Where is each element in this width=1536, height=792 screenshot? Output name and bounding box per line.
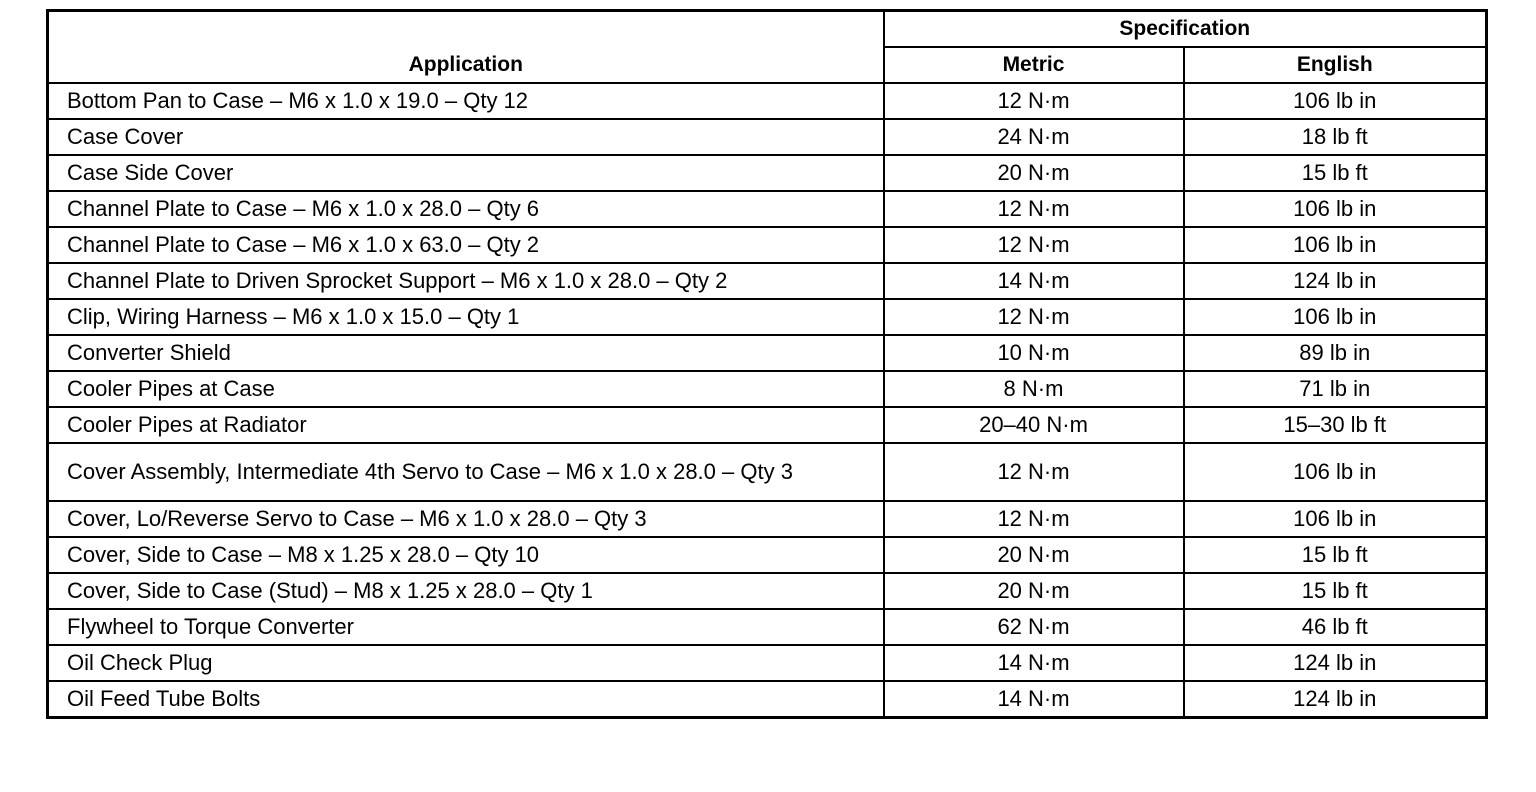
english-cell: 15 lb ft xyxy=(1184,537,1487,573)
metric-cell: 12 N·m xyxy=(884,83,1184,119)
table-row xyxy=(48,335,1487,371)
metric-cell: 20 N·m xyxy=(884,573,1184,609)
english-cell: 124 lb in xyxy=(1184,645,1487,681)
table-row xyxy=(48,609,1487,645)
english-cell: 124 lb in xyxy=(1184,263,1487,299)
application-cell: Cover Assembly, Intermediate 4th Servo to Case – M6 x 1.0 x 28.0 – Qty 3 xyxy=(48,443,884,501)
english-cell: 106 lb in xyxy=(1184,501,1487,537)
table-row xyxy=(48,299,1487,335)
application-cell: Cover, Side to Case – M8 x 1.25 x 28.0 – Qty 10 xyxy=(48,537,884,573)
table-row xyxy=(48,227,1487,263)
application-cell: Cooler Pipes at Radiator xyxy=(48,407,884,443)
table-row xyxy=(48,119,1487,155)
application-cell: Cover, Side to Case (Stud) – M8 x 1.25 x 28.0 – Qty 1 xyxy=(48,573,884,609)
application-cell: Cooler Pipes at Case xyxy=(48,371,884,407)
metric-cell: 20 N·m xyxy=(884,537,1184,573)
english-cell: 15 lb ft xyxy=(1184,155,1487,191)
metric-cell: 62 N·m xyxy=(884,609,1184,645)
application-cell: Channel Plate to Case – M6 x 1.0 x 63.0 – Qty 2 xyxy=(48,227,884,263)
english-cell: 15–30 lb ft xyxy=(1184,407,1487,443)
application-cell: Converter Shield xyxy=(48,335,884,371)
english-cell: 106 lb in xyxy=(1184,191,1487,227)
english-cell: 124 lb in xyxy=(1184,681,1487,718)
application-column-header: Application xyxy=(48,11,884,84)
application-cell: Cover, Lo/Reverse Servo to Case – M6 x 1.0 x 28.0 – Qty 3 xyxy=(48,501,884,537)
english-cell: 46 lb ft xyxy=(1184,609,1487,645)
metric-cell: 14 N·m xyxy=(884,645,1184,681)
metric-cell: 12 N·m xyxy=(884,443,1184,501)
fastener-spec-table xyxy=(46,9,1488,719)
metric-cell: 14 N·m xyxy=(884,681,1184,718)
table-row xyxy=(48,191,1487,227)
metric-cell: 12 N·m xyxy=(884,501,1184,537)
application-cell: Oil Feed Tube Bolts xyxy=(48,681,884,718)
metric-cell: 8 N·m xyxy=(884,371,1184,407)
table-row xyxy=(48,645,1487,681)
english-cell: 106 lb in xyxy=(1184,299,1487,335)
table-row xyxy=(48,681,1487,718)
table-row xyxy=(48,83,1487,119)
table-row xyxy=(48,537,1487,573)
english-cell: 71 lb in xyxy=(1184,371,1487,407)
english-cell: 89 lb in xyxy=(1184,335,1487,371)
english-cell: 106 lb in xyxy=(1184,83,1487,119)
application-cell: Oil Check Plug xyxy=(48,645,884,681)
specification-group-header: Specification xyxy=(884,11,1487,48)
metric-cell: 20–40 N·m xyxy=(884,407,1184,443)
application-cell: Case Side Cover xyxy=(48,155,884,191)
english-cell: 106 lb in xyxy=(1184,443,1487,501)
application-cell: Clip, Wiring Harness – M6 x 1.0 x 15.0 – Qty 1 xyxy=(48,299,884,335)
table-row xyxy=(48,263,1487,299)
metric-cell: 24 N·m xyxy=(884,119,1184,155)
application-cell: Channel Plate to Driven Sprocket Support – M6 x 1.0 x 28.0 – Qty 2 xyxy=(48,263,884,299)
application-cell: Case Cover xyxy=(48,119,884,155)
metric-cell: 14 N·m xyxy=(884,263,1184,299)
table-body xyxy=(48,83,1487,718)
metric-column-header: Metric xyxy=(884,47,1184,83)
metric-cell: 10 N·m xyxy=(884,335,1184,371)
header-row-top xyxy=(48,11,1487,48)
table-row xyxy=(48,155,1487,191)
metric-cell: 12 N·m xyxy=(884,227,1184,263)
metric-cell: 12 N·m xyxy=(884,191,1184,227)
english-column-header: English xyxy=(1184,47,1487,83)
metric-cell: 12 N·m xyxy=(884,299,1184,335)
table-row xyxy=(48,371,1487,407)
table-row xyxy=(48,443,1487,501)
english-cell: 18 lb ft xyxy=(1184,119,1487,155)
metric-cell: 20 N·m xyxy=(884,155,1184,191)
application-cell: Flywheel to Torque Converter xyxy=(48,609,884,645)
table-row xyxy=(48,501,1487,537)
table-row xyxy=(48,573,1487,609)
english-cell: 106 lb in xyxy=(1184,227,1487,263)
table-row xyxy=(48,407,1487,443)
table-header xyxy=(48,11,1487,84)
application-cell: Bottom Pan to Case – M6 x 1.0 x 19.0 – Qty 12 xyxy=(48,83,884,119)
application-cell: Channel Plate to Case – M6 x 1.0 x 28.0 – Qty 6 xyxy=(48,191,884,227)
english-cell: 15 lb ft xyxy=(1184,573,1487,609)
